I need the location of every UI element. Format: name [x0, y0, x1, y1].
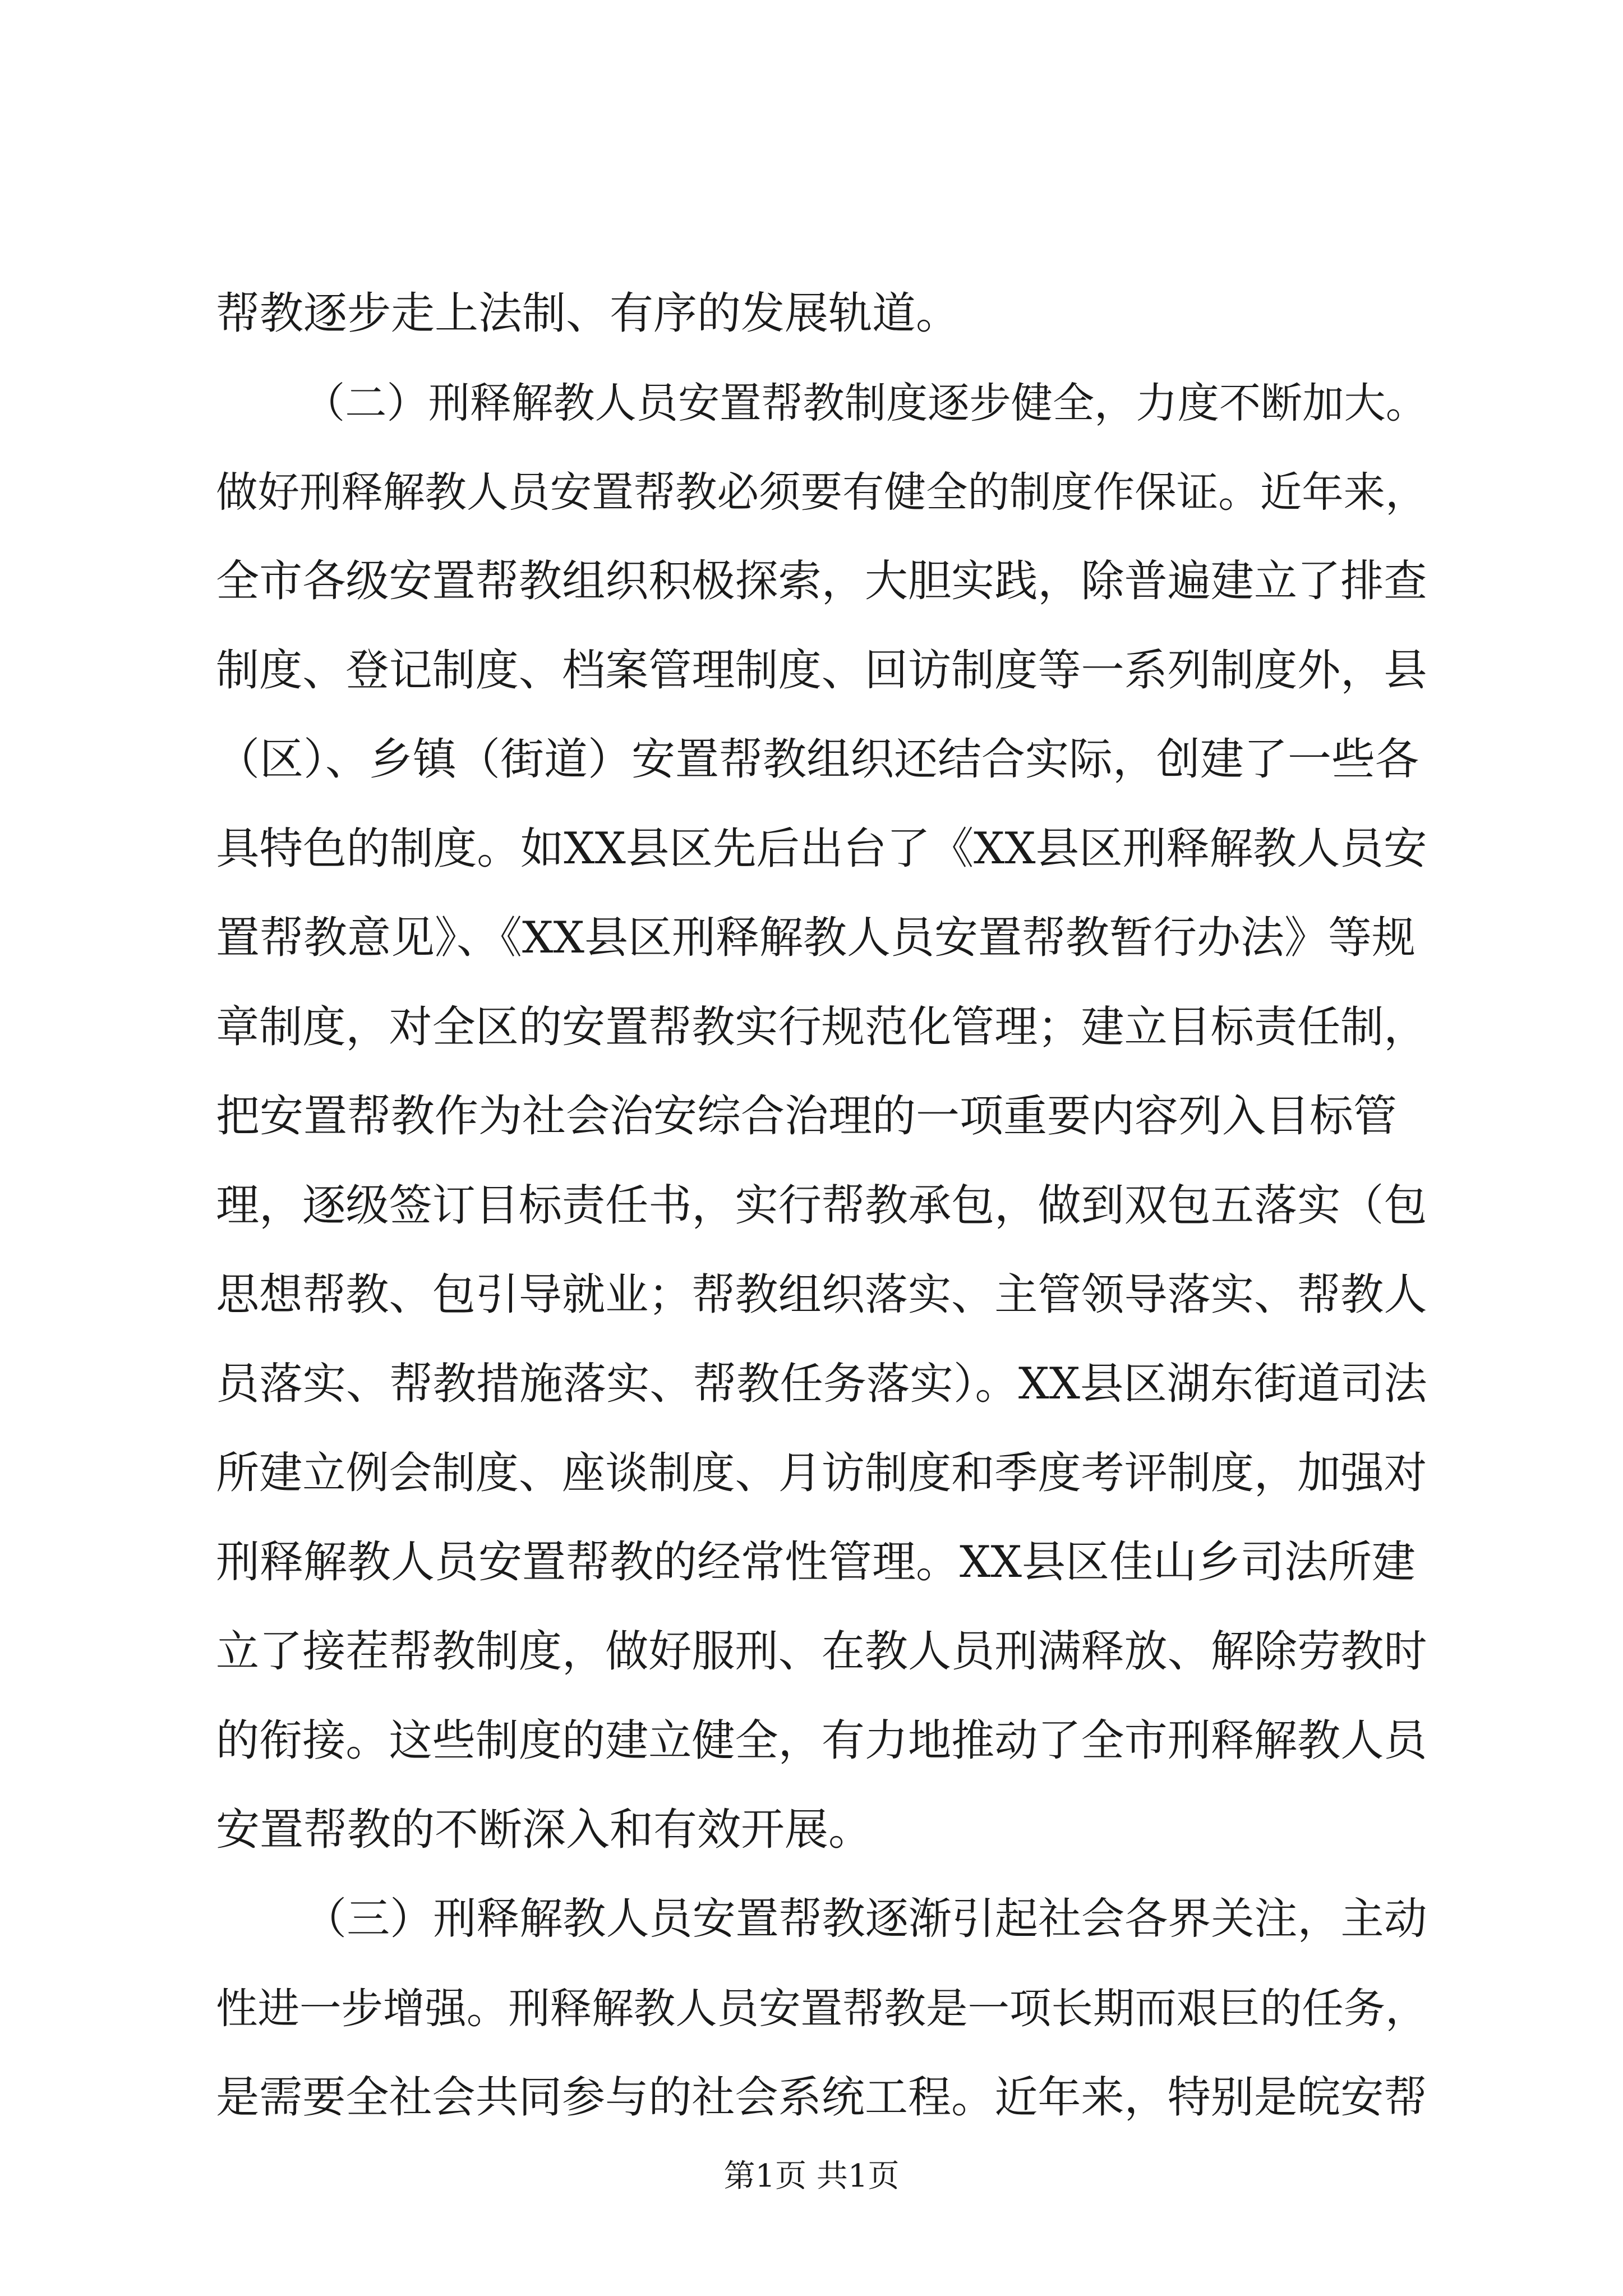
text-line: 立了接茬帮教制度，做好服刑、在教人员刑满释放、解除劳教时 [216, 1626, 1427, 1677]
text-line: 思想帮教、包引导就业；帮教组织落实、主管领导落实、帮教人 [216, 1269, 1427, 1320]
document-body [216, 269, 1427, 2142]
text-line: 制度、登记制度、档案管理制度、回访制度等一系列制度外，县 [216, 645, 1427, 696]
text-line: 员落实、帮教措施落实、帮教任务落实）。XX县区湖东街道司法 [216, 1359, 1427, 1409]
text-line: （二）刑释解教人员安置帮教制度逐步健全，力度不断加大。 [303, 379, 1427, 427]
text-line: 理，逐级签订目标责任书，实行帮教承包，做到双包五落实（包 [216, 1180, 1427, 1231]
text-line: 章制度，对全区的安置帮教实行规范化管理；建立目标责任制， [216, 1002, 1427, 1052]
text-line: 帮教逐步走上法制、有序的发展轨道。 [216, 288, 960, 339]
page-footer: 第1页 共1页 [723, 2158, 900, 2194]
text-line: 所建立例会制度、座谈制度、月访制度和季度考评制度，加强对 [216, 1448, 1427, 1498]
text-line: 刑释解教人员安置帮教的经常性管理。XX县区佳山乡司法所建 [216, 1537, 1416, 1588]
text-line: （三）刑释解教人员安置帮教逐渐引起社会各界关注，主动 [303, 1894, 1427, 1944]
text-line: 把安置帮教作为社会治安综合治理的一项重要内容列入目标管 [216, 1091, 1398, 1142]
text-line: 的衔接。这些制度的建立健全，有力地推动了全市刑释解教人员 [216, 1715, 1427, 1766]
text-line: （区）、乡镇（街道）安置帮教组织还结合实际，创建了一些各 [216, 734, 1419, 785]
text-line: 具特色的制度。如XX县区先后出台了《XX县区刑释解教人员安 [216, 823, 1427, 874]
text-line: 全市各级安置帮教组织积极探索，大胆实践，除普遍建立了排查 [216, 556, 1427, 606]
text-line: 做好刑释解教人员安置帮教必须要有健全的制度作保证。近年来， [216, 468, 1427, 517]
text-line: 安置帮教的不断深入和有效开展。 [216, 1805, 873, 1855]
text-line: 是需要全社会共同参与的社会系统工程。近年来，特别是皖安帮 [216, 2072, 1427, 2123]
text-line: 性进一步增强。刑释解教人员安置帮教是一项长期而艰巨的任务， [216, 1984, 1427, 2033]
text-line: 置帮教意见》、《XX县区刑释解教人员安置帮教暂行办法》等规 [216, 913, 1416, 963]
